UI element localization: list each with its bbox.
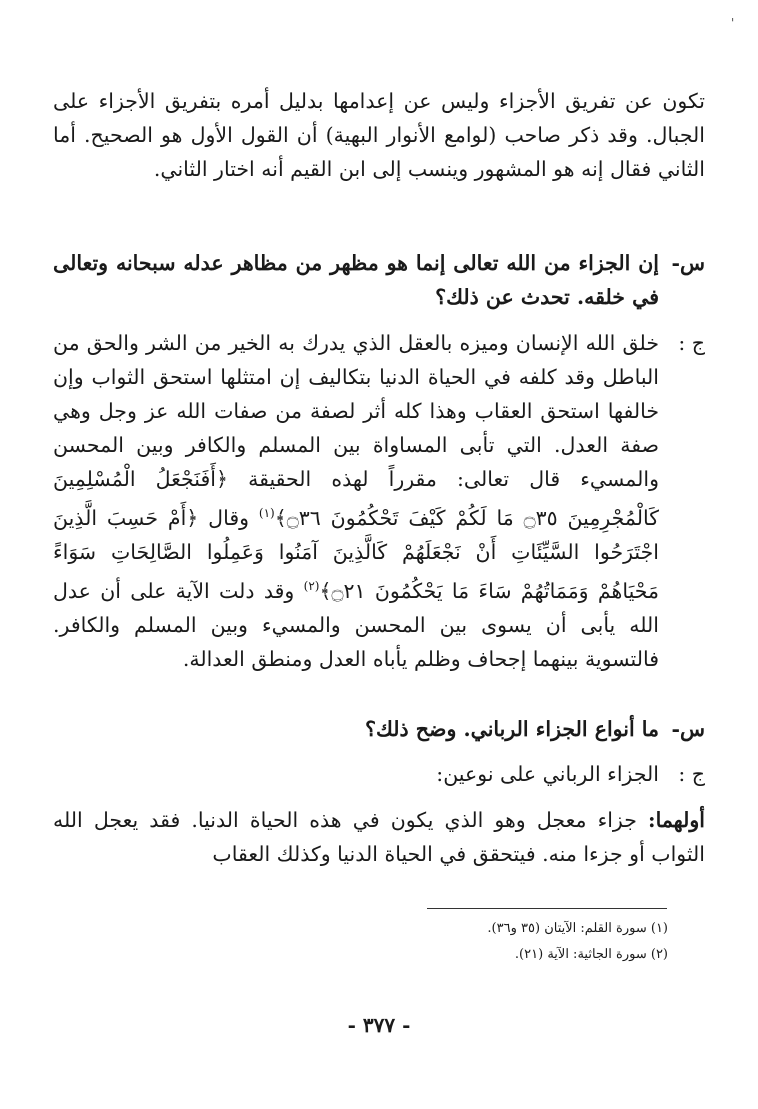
question-marker: س- (671, 717, 705, 741)
first-type-label: أولهما: (648, 808, 705, 832)
answer-text (53, 326, 659, 676)
answer-1 (53, 326, 705, 676)
quran-verse-1: ﴿أَفَنَجْعَلُ الْمُسْلِمِينَ كَالْمُجْرِمِينَ ۝٣٥ مَا لَكُمْ كَيْفَ تَحْكُمُونَ ۝٣٦﴾ (53, 467, 659, 530)
question-text: إن الجزاء من الله تعالى إنما هو مظهر من مظاهر عدله سبحانه وتعالى في خلقه. تحدث عن ذلك؟ (53, 251, 659, 309)
footnote-ref-2: (٢) (303, 578, 320, 593)
answer-marker: ج : (678, 762, 705, 786)
intro-paragraph: تكون عن تفريق الأجزاء وليس عن إعدامها بدليل أمره بتفريق الأجزاء على الجبال. وقد ذكر صاحب (لوامع الأنوار البهية) أن القول الأول هو الصحيح. أما الثاني فقال إنه هو المشهور وينسب إلى ابن القيم أنه اختار الثاني. (53, 89, 705, 181)
question-1 (53, 246, 705, 314)
footnote-marker: (٢) (650, 947, 668, 962)
answer-part-1: خلق الله الإنسان وميزه بالعقل الذي يدرك به الخير من الشر والحق من الباطل وقد كلفه في الحياة الدنيا بتكاليف إن امتثلها استحق الثواب وإن خالفها استحق العقاب وهذا كله أثر لصفة من صفات الله عز وجل وهي صفة العدل. التي تأبى المساواة بين المسلم والكافر وبين المحسن والمسيء قال تعالى: مقرراً لهذه الحقيقة (53, 331, 659, 491)
footnote-ref-1: (١) (258, 506, 275, 520)
corner-mark: ' (731, 16, 735, 30)
footnote-text: سورة القلم: الآيتان (٣٥ و٣٦). (487, 921, 647, 936)
first-type-text: جزاء معجل وهو الذي يكون في هذه الحياة الدنيا. فقد يعجل الله الثواب أو جزءا منه. فيتحقق في الحياة الدنيا وكذلك العقاب (53, 808, 705, 866)
answer-text: الجزاء الرباني على نوعين: (436, 762, 659, 786)
answer-2 (53, 757, 705, 791)
footnote-1 (487, 918, 668, 940)
page-number: - ٣٧٧ - (347, 1013, 411, 1037)
footnote-marker: (١) (650, 921, 668, 936)
question-marker: س- (671, 251, 705, 275)
question-2 (53, 712, 705, 746)
footnote-divider (427, 908, 667, 909)
footnote-2 (515, 944, 668, 966)
answer-marker: ج : (678, 331, 705, 355)
question-text: ما أنواع الجزاء الرباني. وضح ذلك؟ (365, 717, 659, 741)
first-type-paragraph (53, 803, 705, 871)
quran-verse-2: ﴿أَمْ حَسِبَ الَّذِينَ اجْتَرَحُوا السَّيِّئَاتِ أَنْ نَجْعَلَهُمْ كَالَّذِينَ آمَنُوا وَعَمِلُوا الصَّالِحَاتِ سَوَاءً مَحْيَاهُمْ وَمَمَاتُهُمْ سَاءَ مَا يَحْكُمُونَ ۝٢١﴾ (53, 505, 659, 603)
answer-part-2: وقد دلت الآية على أن عدل الله يأبى أن يسوى بين المحسن والمسيء وبين المسلم والكافر. فالتسوية بينهما إجحاف وظلم يأباه العدل ومنطق العدالة. (53, 578, 659, 671)
footnote-text: سورة الجاثية: الآية (٢١). (514, 947, 647, 962)
connector-text: وقال (208, 505, 250, 530)
